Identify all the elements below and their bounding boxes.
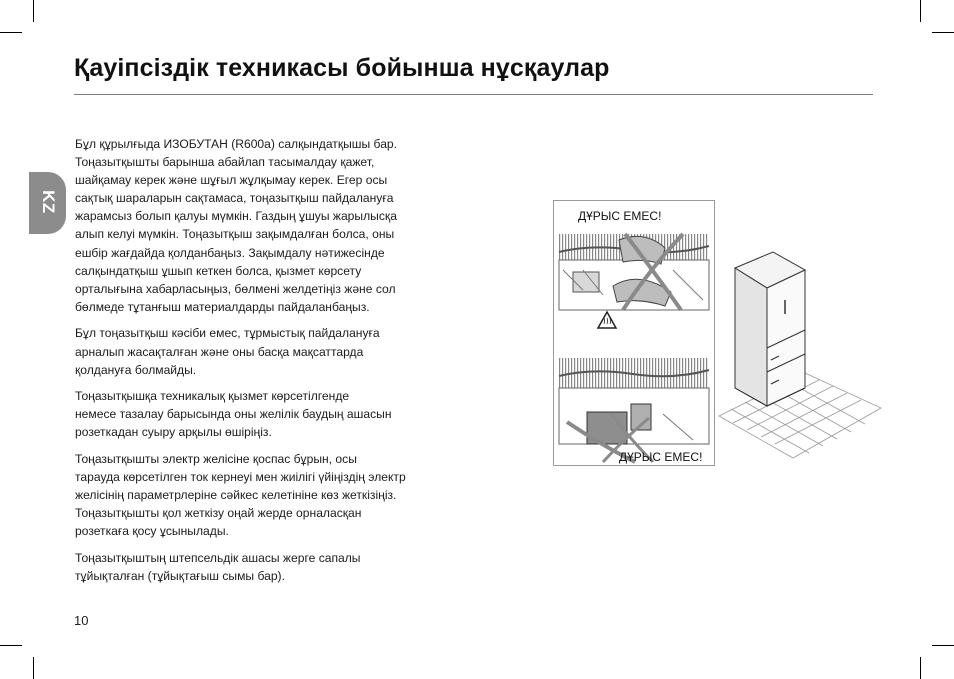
warning-label-bottom: ДҰРЫС ЕМЕС! [619, 450, 703, 464]
crop-mark [33, 657, 34, 679]
refrigerator-illustration [715, 248, 885, 468]
crop-mark [0, 645, 22, 646]
page-number: 10 [74, 613, 89, 628]
page-title: Қауіпсіздік техникасы бойынша нұсқаулар [74, 54, 610, 82]
hand-icon [613, 236, 671, 306]
crop-mark [920, 0, 921, 22]
warning-illustration [553, 200, 715, 466]
hot-surface-warning-icon [598, 312, 616, 328]
language-tab-label: KZ [39, 190, 58, 214]
safety-instructions [75, 135, 455, 594]
crop-mark [33, 0, 34, 22]
language-tab [29, 172, 66, 234]
paragraph: Бұл тоңазытқыш кәсіби емес, тұрмыстық пайдалануға арналып жасақталған және оны басқа мақсаттарда қолдануға болмайды. [75, 326, 380, 377]
refrigerator-icon [735, 252, 805, 406]
crop-mark [920, 657, 921, 679]
paragraph: Тоңазытқышқа техникалық қызмет көрсетілгенде немесе тазалау барысында оны желілік баудың ашасын розеткадан суыру арқылы өшіріңіз. [75, 389, 392, 440]
crop-mark [932, 645, 954, 646]
paragraph: Тоңазытқыштың штепсельдік ашасы жерге сапалы тұйықталған (тұйықтағыш сымы бар). [75, 550, 361, 584]
paragraph: Бұл құрылғыда ИЗОБУТАН (R600a) салқындатқышы бар. Тоңазытқышты барынша абайлап тасымалдау қажет, шайқамау керек және шұғыл жұлқымау керек. Егер осы сақтық шараларын сақтамаса, тоңазытқыш пайдалануға жарамсыз болып қалуы мүмкін. Газдың ұшуы жарылысқа алып келуі мүмкін. Тоңазытқыш зақымдалған болса, оны ешбір жағдайда қолданбаңыз. Зақымдалу нәтижесінде салқындатқыш ұшып кеткен болса, қызмет көрсету орталығына хабарласыңыз, бөлмені желдетіңіз және сол бөлмеде тұтанғыш материалдарды пайдаланбаңыз. [75, 137, 398, 314]
title-divider [74, 94, 873, 95]
crop-mark [932, 32, 954, 33]
paragraph: Тоңазытқышты электр желісіне қоспас бұрын, осы тарауда көрсетілген ток кернеуі мен жиілігі үйіңіздің электр желісінің параметрлеріне сәйкес келетініне көз жеткізіңіз. Тоңазытқышты қол жеткізу оңай жерде орналасқан розеткаға қосу ұсынылады. [75, 452, 406, 539]
warning-label-top: ДҰРЫС ЕМЕС! [578, 209, 662, 223]
crop-mark [0, 32, 22, 33]
